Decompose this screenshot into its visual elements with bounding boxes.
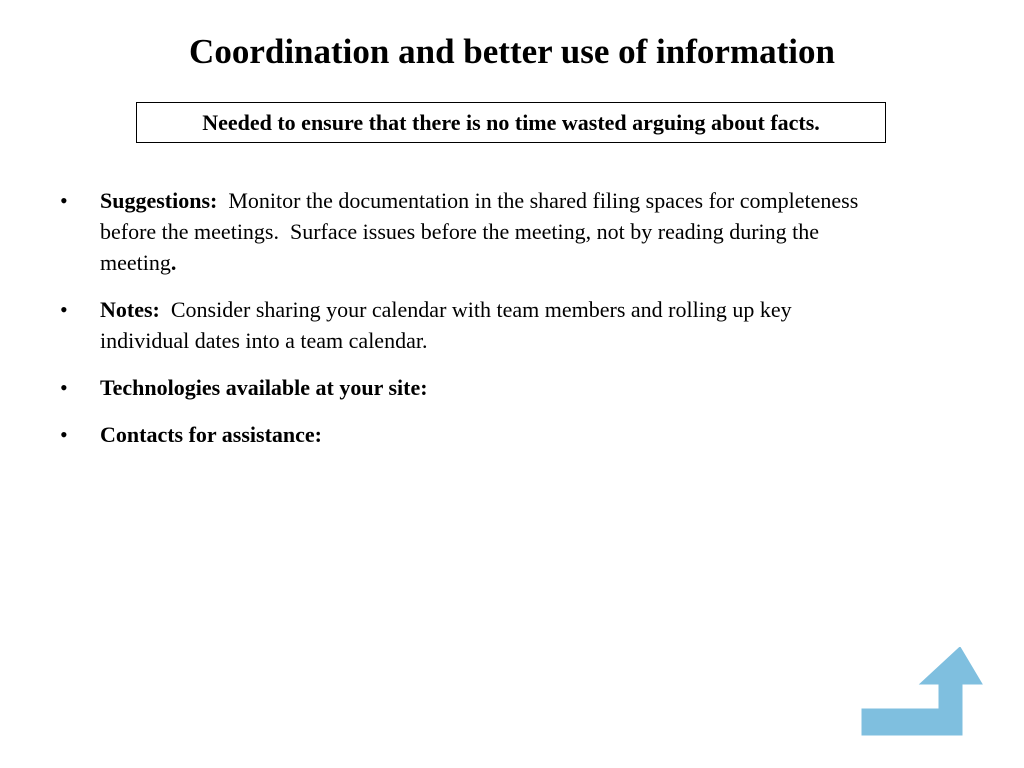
bullet-contacts [60, 419, 870, 450]
bullet-label: Technologies available at your site: [100, 375, 428, 400]
bullet-label: Notes: [100, 297, 160, 322]
bullet-marker: • [60, 188, 68, 213]
bullet-suggestions [60, 185, 870, 278]
bullet-text: Monitor the documentation in the shared filing spaces for completeness before the meetings. Surface issues before the meeting, not by reading during the meeting [100, 188, 864, 275]
bullet-marker: • [60, 422, 68, 447]
bullet-text-tail: . [170, 250, 177, 275]
slide-title: Coordination and better use of information [189, 32, 835, 71]
return-arrow-icon [860, 647, 984, 737]
bullet-text: Consider sharing your calendar with team members and rolling up key individual dates into a team calendar. [100, 297, 798, 353]
bullet-label: Contacts for assistance: [100, 422, 323, 447]
bullet-marker: • [60, 297, 68, 322]
bullet-marker: • [60, 375, 68, 400]
bullet-technologies [60, 372, 870, 403]
bullet-list [60, 185, 870, 466]
bullet-label: Suggestions: [100, 188, 218, 213]
bullet-notes [60, 294, 870, 356]
callout-box: Needed to ensure that there is no time wasted arguing about facts. [136, 102, 886, 143]
return-button[interactable] [860, 647, 984, 737]
